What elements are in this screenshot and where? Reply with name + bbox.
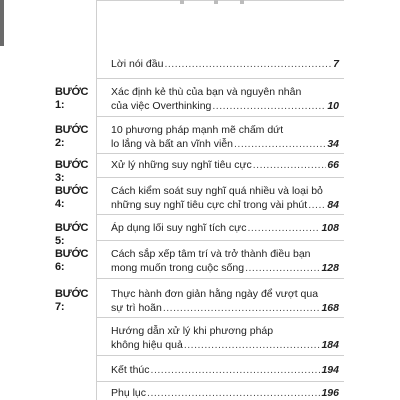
top-mark xyxy=(214,0,218,4)
toc-entry-step-2 xyxy=(111,124,339,151)
toc-entry-step-6 xyxy=(111,248,339,275)
dot-leader xyxy=(247,222,320,236)
toc-entry-step-1 xyxy=(111,86,339,113)
step-label: BƯỚC 2: xyxy=(55,124,89,149)
step-label: BƯỚC 7: xyxy=(55,288,89,313)
toc-title-line: mong muốn trong cuộc sống xyxy=(111,261,245,274)
toc-title-line: 10 phương pháp mạnh mẽ chấm dứt xyxy=(111,124,284,136)
toc-title-line: những suy nghĩ tiêu cực chỉ trong vài phút xyxy=(111,198,308,211)
toc-entry-step-3 xyxy=(111,159,339,173)
entry-divider xyxy=(96,278,344,279)
toc-title-line: của việc Overthinking xyxy=(111,99,212,112)
step-label: BƯỚC 6: xyxy=(55,248,89,273)
toc-page-number: 34 xyxy=(327,137,339,150)
dot-leader xyxy=(164,58,332,72)
toc-entry-step-5 xyxy=(111,222,339,236)
toc-title-line: Cách sắp xếp tâm trí và trở thành điều bạn xyxy=(111,248,311,260)
entry-divider xyxy=(96,317,344,318)
toc-title-line: Hướng dẫn xử lý khi phương pháp xyxy=(111,325,274,337)
toc-page-number: 10 xyxy=(327,99,339,112)
toc-entry-conclusion xyxy=(111,364,339,378)
toc-title-line: Xác định kẻ thù của bạn và nguyên nhân xyxy=(111,86,302,98)
toc-page-number: 196 xyxy=(321,387,339,399)
toc-title-line: Xử lý những suy nghĩ tiêu cực xyxy=(111,159,252,171)
dot-leader xyxy=(308,199,326,213)
toc-title-line: Áp dụng lối suy nghĩ tích cực xyxy=(111,222,247,234)
step-label: BƯỚC 5: xyxy=(55,222,89,247)
entry-divider xyxy=(96,153,344,154)
step-label: BƯỚC 3: xyxy=(55,159,89,184)
toc-entry-appendix xyxy=(111,387,339,400)
dot-leader xyxy=(184,339,321,353)
entry-divider xyxy=(96,214,344,215)
toc-title-line: Lời nói đầu xyxy=(111,58,164,70)
dot-leader xyxy=(234,138,326,152)
step-label: BƯỚC 1: xyxy=(55,86,89,111)
dot-leader xyxy=(147,387,320,400)
dot-leader xyxy=(253,159,327,173)
toc-page-number: 168 xyxy=(321,301,339,314)
toc-page-number: 184 xyxy=(321,338,339,351)
toc-entry-troubleshooting xyxy=(111,325,339,352)
toc-page-number: 7 xyxy=(333,58,339,70)
entry-divider xyxy=(96,177,344,178)
toc-title-line: Phụ lục xyxy=(111,387,147,399)
vertical-rule xyxy=(96,0,97,400)
toc-title-line: Thực hành đơn giản hằng ngày để vượt qua xyxy=(111,288,319,300)
dot-leader xyxy=(245,262,320,276)
toc-title-line: Kết thúc xyxy=(111,364,150,376)
toc-entry-step-4 xyxy=(111,185,339,212)
dot-leader xyxy=(151,364,321,378)
top-rule xyxy=(96,0,344,1)
toc-title-line: sự trì hoãn xyxy=(111,301,162,314)
toc-entry-preface xyxy=(111,58,339,72)
toc-page-number: 84 xyxy=(327,198,339,211)
left-edge-band xyxy=(0,0,4,46)
entry-divider xyxy=(96,116,344,117)
toc-page-number: 108 xyxy=(321,222,339,234)
toc-entry-step-7 xyxy=(111,288,339,315)
entry-divider xyxy=(96,78,344,79)
dot-leader xyxy=(163,302,321,316)
dot-leader xyxy=(212,100,326,114)
toc-title-line: không hiệu quả xyxy=(111,338,183,351)
top-mark xyxy=(240,0,244,4)
toc-page-number: 194 xyxy=(321,364,339,376)
toc-page-number: 66 xyxy=(327,159,339,171)
toc-title-line: lo lắng và bất an vĩnh viễn xyxy=(111,137,234,150)
step-label: BƯỚC 4: xyxy=(55,185,89,210)
entry-divider xyxy=(96,240,344,241)
entry-divider xyxy=(96,381,344,382)
toc-title-line: Cách kiểm soát suy nghĩ quá nhiều và loại bỏ xyxy=(111,185,323,197)
entry-divider xyxy=(96,355,344,356)
top-mark xyxy=(180,0,184,4)
toc-page-number: 128 xyxy=(321,261,339,274)
